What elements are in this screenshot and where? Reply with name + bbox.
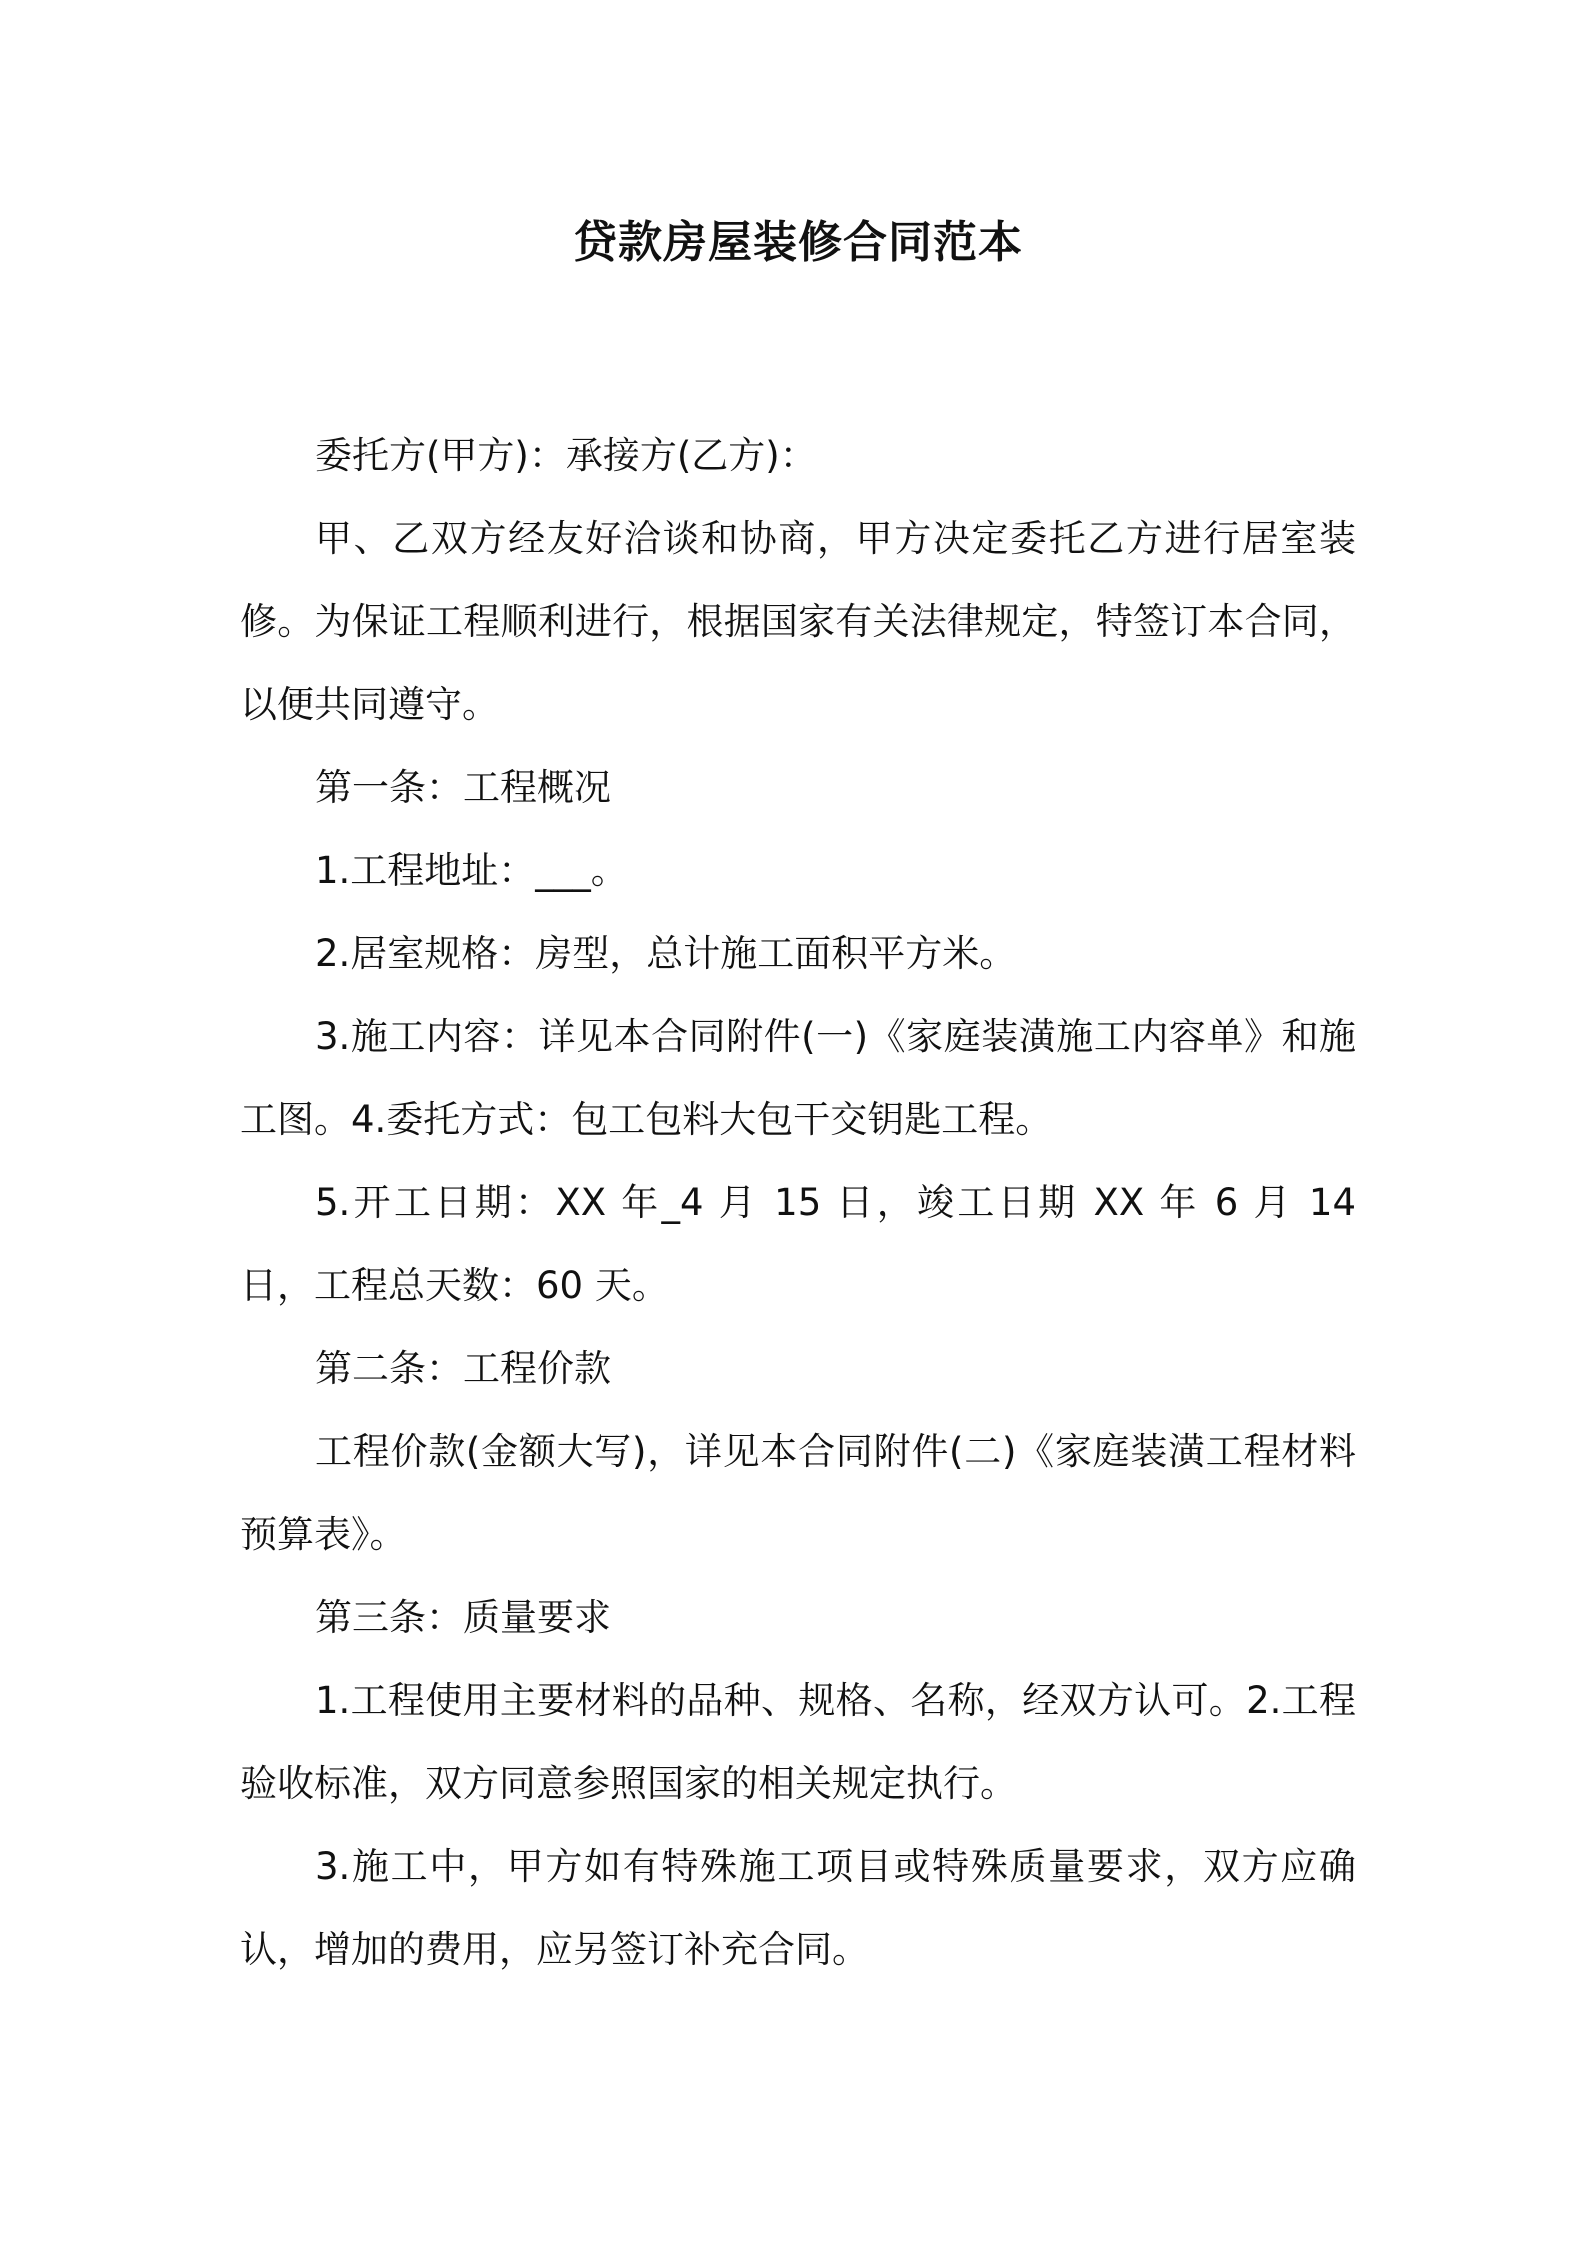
article-3-heading: 第三条：质量要求 <box>315 1596 611 1639</box>
article-1-heading: 第一条：工程概况 <box>315 766 611 809</box>
article-3-item-1: 1.工程使用主要材料的品种、规格、名称，经双方认可。2.工程验收标准，双方同意参照国家的相关规定执行。 <box>240 1679 1356 1805</box>
article-1-item-5: 5.开工日期：XX 年_4 月 15 日，竣工日期 XX 年 6 月 14 日，工程总天数：60 天。 <box>240 1181 1356 1307</box>
article-1-item-2: 2.居室规格：房型，总计施工面积平方米。 <box>315 932 1017 975</box>
article-1-item-1: 1.工程地址：___。 <box>315 849 628 892</box>
preamble-paragraph: 甲、乙双方经友好洽谈和协商，甲方决定委托乙方进行居室装修。为保证工程顺利进行，根据国家有关法律规定，特签订本合同，以便共同遵守。 <box>240 517 1356 726</box>
article-2-heading: 第二条：工程价款 <box>315 1347 611 1390</box>
article-3-item-3: 3.施工中，甲方如有特殊施工项目或特殊质量要求，双方应确认，增加的费用，应另签订补充合同。 <box>240 1845 1356 1971</box>
parties-line: 委托方(甲方)：承接方(乙方)： <box>315 434 817 477</box>
document-title: 贷款房屋装修合同范本 <box>573 217 1023 268</box>
article-2-body: 工程价款(金额大写)，详见本合同附件(二)《家庭装潢工程材料预算表》。 <box>240 1430 1356 1556</box>
article-1-item-3: 3.施工内容：详见本合同附件(一)《家庭装潢施工内容单》和施工图。4.委托方式：包工包料大包干交钥匙工程。 <box>240 1015 1356 1141</box>
